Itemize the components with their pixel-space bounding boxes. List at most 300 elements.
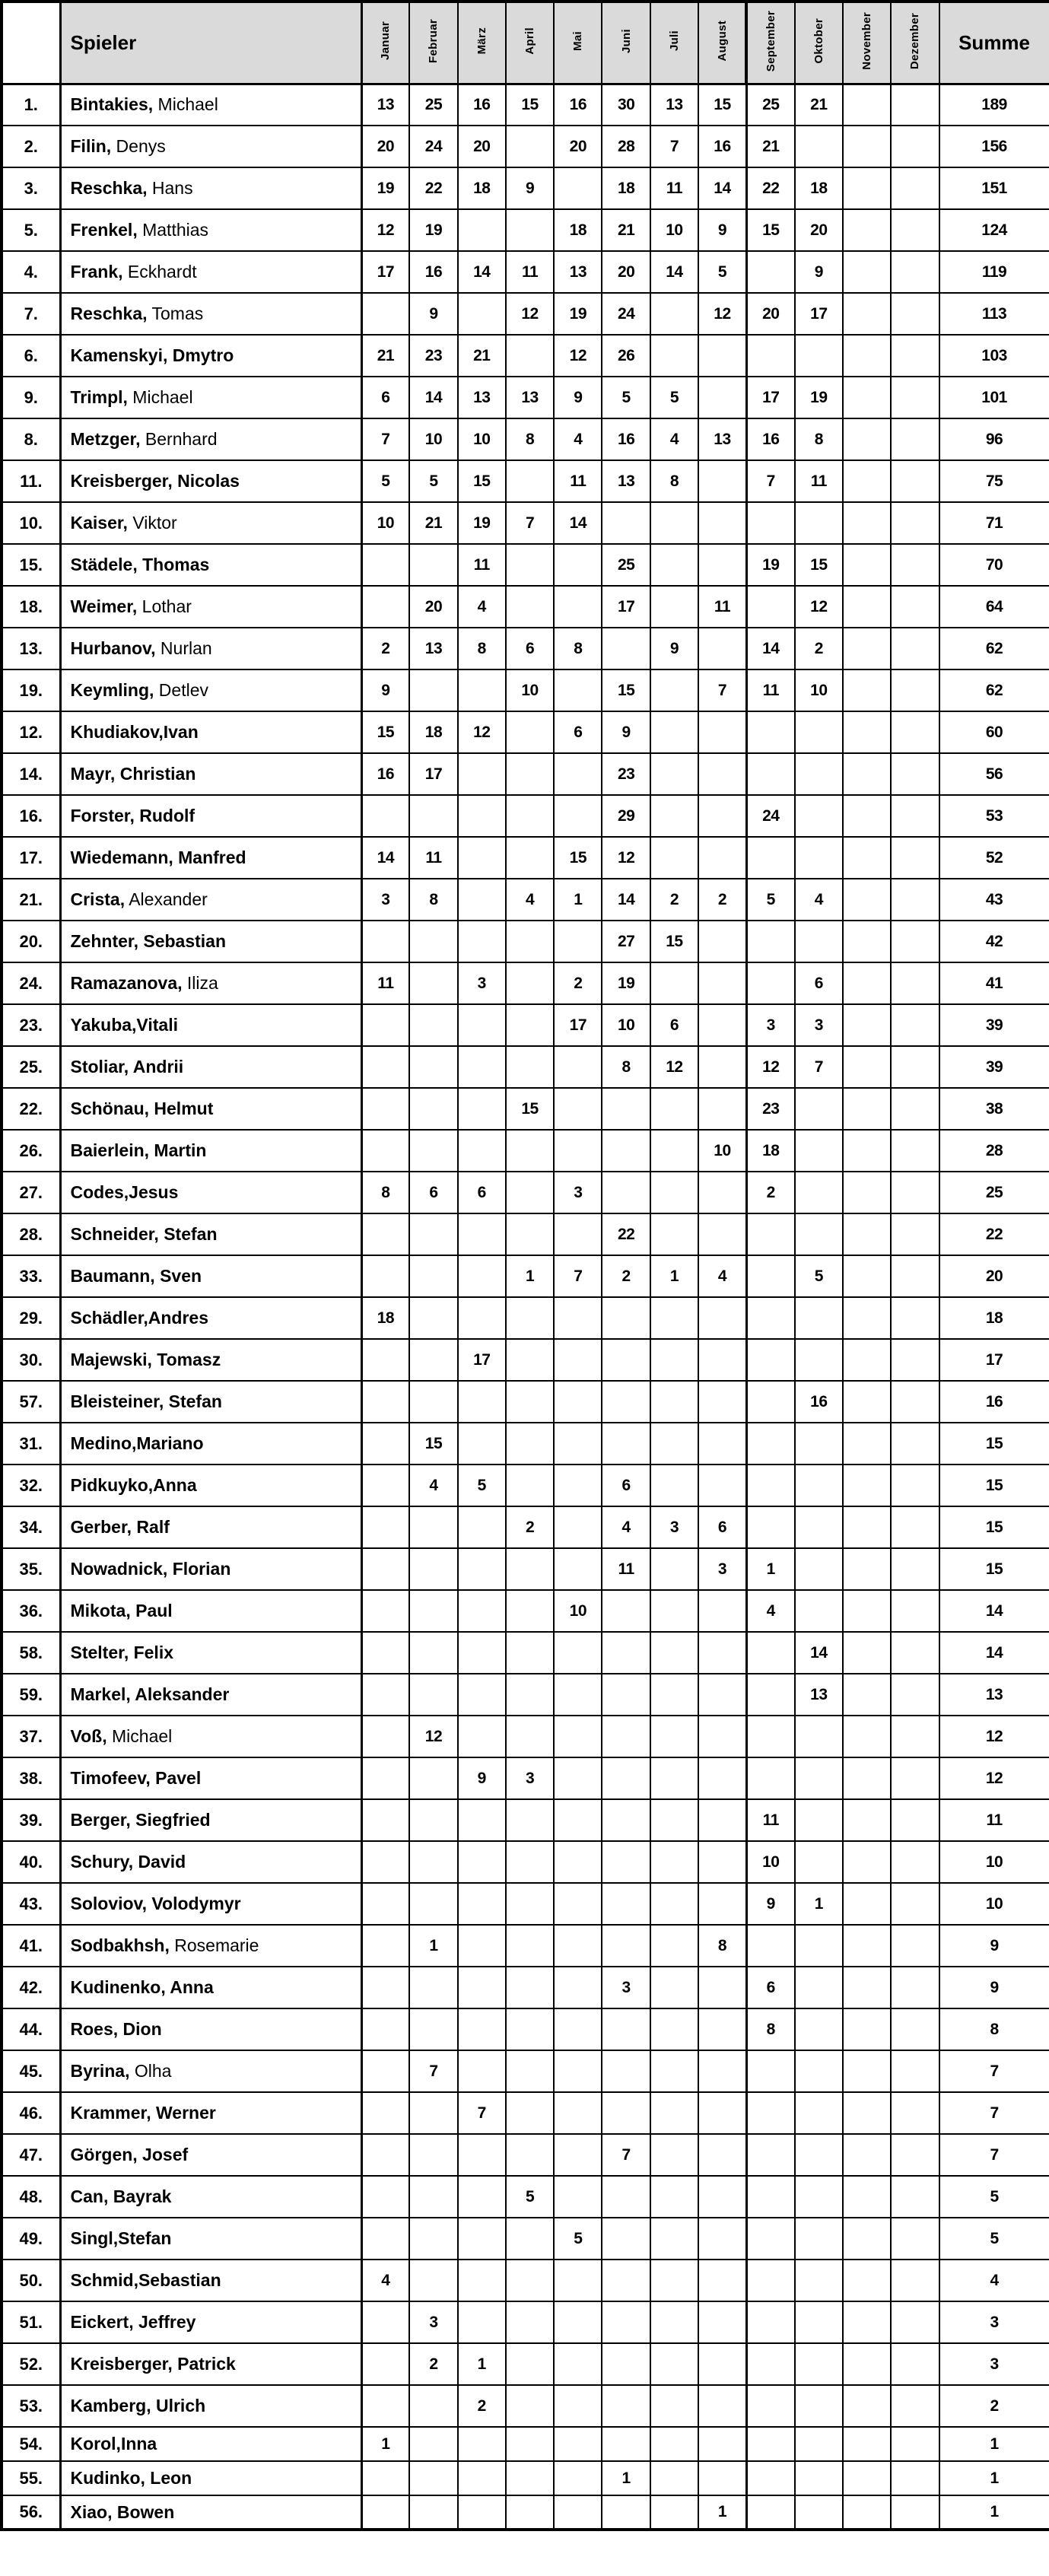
month-value-cell (409, 544, 457, 586)
player-given-name: Lothar (137, 596, 192, 616)
player-surname: Baumann, Sven (70, 1266, 202, 1286)
month-value-cell (506, 1548, 554, 1590)
rank-cell: 35. (2, 1548, 60, 1590)
player-name-cell (60, 921, 361, 962)
month-value-cell: 21 (458, 335, 506, 377)
player-name-cell (60, 1506, 361, 1548)
month-value-cell (650, 1757, 698, 1799)
month-column-header-februar (409, 2, 457, 84)
month-value-cell (843, 795, 891, 837)
month-value-cell: 11 (458, 544, 506, 586)
month-value-cell (795, 753, 843, 795)
month-value-cell: 5 (409, 460, 457, 502)
month-value-cell: 16 (458, 84, 506, 126)
player-surname: Reschka, (70, 178, 148, 198)
month-value-cell: 5 (795, 1255, 843, 1297)
month-value-cell (361, 1255, 409, 1297)
month-value-cell (554, 921, 602, 962)
sum-cell: 5 (939, 2176, 1049, 2218)
month-column-header-august (698, 2, 746, 84)
sum-cell: 70 (939, 544, 1049, 586)
month-value-cell: 4 (361, 2260, 409, 2301)
month-value-cell (843, 1548, 891, 1590)
month-value-cell: 2 (506, 1506, 554, 1548)
month-value-cell: 7 (361, 418, 409, 460)
month-value-cell: 8 (698, 1925, 746, 1967)
month-value-cell (843, 126, 891, 167)
month-label-januar: Januar (379, 21, 393, 61)
month-value-cell (650, 2008, 698, 2050)
month-label-dezember: Dezember (908, 12, 922, 69)
month-value-cell (843, 586, 891, 628)
player-surname: Weimer, (70, 596, 138, 616)
month-value-cell (554, 2008, 602, 2050)
month-value-cell: 1 (361, 2427, 409, 2461)
sum-cell: 1 (939, 2461, 1049, 2495)
month-value-cell (891, 1757, 939, 1799)
player-surname: Frank, (70, 262, 123, 281)
rank-cell: 34. (2, 1506, 60, 1548)
month-value-cell (458, 1088, 506, 1130)
month-value-cell (891, 2301, 939, 2343)
player-name-cell (60, 1674, 361, 1716)
month-value-cell (554, 1297, 602, 1339)
player-name-cell (60, 1590, 361, 1632)
rank-cell: 26. (2, 1130, 60, 1172)
month-value-cell: 8 (361, 1172, 409, 1213)
month-value-cell (843, 711, 891, 753)
month-value-cell (409, 795, 457, 837)
month-value-cell (891, 628, 939, 669)
table-row (2, 2495, 1049, 2530)
month-value-cell (795, 1548, 843, 1590)
month-label-august: August (715, 21, 729, 62)
month-value-cell: 19 (458, 502, 506, 544)
table-row (2, 2092, 1049, 2134)
month-value-cell: 11 (795, 460, 843, 502)
rank-cell: 46. (2, 2092, 60, 2134)
table-row (2, 1925, 1049, 1967)
month-value-cell: 13 (795, 1674, 843, 1716)
month-value-cell: 4 (602, 1506, 650, 1548)
month-value-cell (795, 1465, 843, 1506)
month-column-header-mai (554, 2, 602, 84)
month-value-cell (698, 1674, 746, 1716)
sum-cell: 17 (939, 1339, 1049, 1381)
month-value-cell (506, 1967, 554, 2008)
month-value-cell: 20 (458, 126, 506, 167)
month-value-cell: 22 (746, 167, 794, 209)
player-surname: Filin, (70, 136, 112, 156)
month-value-cell (843, 1297, 891, 1339)
month-value-cell (891, 1172, 939, 1213)
rank-cell: 14. (2, 753, 60, 795)
month-value-cell (602, 2343, 650, 2385)
month-value-cell: 14 (458, 251, 506, 293)
month-value-cell (698, 2050, 746, 2092)
player-name-cell (60, 1255, 361, 1297)
month-value-cell: 27 (602, 921, 650, 962)
rank-cell: 58. (2, 1632, 60, 1674)
month-value-cell (698, 1088, 746, 1130)
month-value-cell (650, 2050, 698, 2092)
month-value-cell (795, 2008, 843, 2050)
month-value-cell: 17 (795, 293, 843, 335)
rank-cell: 50. (2, 2260, 60, 2301)
month-value-cell (746, 1632, 794, 1674)
month-value-cell (698, 795, 746, 837)
sum-cell: 62 (939, 669, 1049, 711)
month-value-cell (698, 2461, 746, 2495)
month-value-cell: 4 (409, 1465, 457, 1506)
player-name-cell (60, 1716, 361, 1757)
month-value-cell (746, 962, 794, 1004)
player-surname: Kreisberger, Nicolas (70, 471, 240, 491)
month-value-cell (409, 1967, 457, 2008)
month-value-cell: 11 (554, 460, 602, 502)
month-value-cell: 2 (554, 962, 602, 1004)
month-value-cell (795, 921, 843, 962)
player-surname: Forster, Rudolf (70, 806, 195, 825)
month-value-cell (843, 2343, 891, 2385)
month-value-cell: 13 (602, 460, 650, 502)
sum-cell: 38 (939, 1088, 1049, 1130)
player-name-cell (60, 1799, 361, 1841)
month-value-cell (698, 2092, 746, 2134)
month-value-cell (506, 2385, 554, 2427)
rank-cell: 16. (2, 795, 60, 837)
player-surname: Trimpl, (70, 387, 128, 407)
month-value-cell: 8 (409, 879, 457, 921)
month-value-cell (361, 2461, 409, 2495)
month-value-cell (554, 1883, 602, 1925)
month-value-cell (506, 1297, 554, 1339)
player-surname: Can, Bayrak (70, 2186, 172, 2206)
player-surname: Majewski, Tomasz (70, 1350, 221, 1369)
month-value-cell (650, 1213, 698, 1255)
month-value-cell: 9 (554, 377, 602, 418)
month-label-maerz: März (475, 27, 488, 55)
month-value-cell (506, 1423, 554, 1465)
month-value-cell: 17 (361, 251, 409, 293)
rank-cell: 23. (2, 1004, 60, 1046)
month-value-cell (746, 1297, 794, 1339)
rank-cell: 3. (2, 167, 60, 209)
month-value-cell (746, 1757, 794, 1799)
month-value-cell (795, 1841, 843, 1883)
month-value-cell: 10 (506, 669, 554, 711)
player-name-cell (60, 2301, 361, 2343)
month-value-cell: 9 (650, 628, 698, 669)
month-value-cell (554, 2176, 602, 2218)
month-value-cell (746, 2218, 794, 2260)
month-value-cell (361, 2495, 409, 2530)
month-value-cell: 9 (602, 711, 650, 753)
month-value-cell (843, 1967, 891, 2008)
month-value-cell (554, 2050, 602, 2092)
player-given-name: Alexander (125, 889, 208, 909)
month-value-cell (602, 1841, 650, 1883)
month-value-cell: 15 (506, 1088, 554, 1130)
month-value-cell: 8 (746, 2008, 794, 2050)
month-value-cell (506, 2301, 554, 2343)
month-value-cell: 12 (458, 711, 506, 753)
player-surname: Yakuba,Vitali (70, 1015, 178, 1035)
month-value-cell: 19 (361, 167, 409, 209)
month-value-cell (458, 209, 506, 251)
month-value-cell: 14 (409, 377, 457, 418)
month-value-cell: 24 (746, 795, 794, 837)
month-column-header-april (506, 2, 554, 84)
player-name-cell (60, 418, 361, 460)
month-value-cell (891, 2092, 939, 2134)
month-value-cell: 11 (506, 251, 554, 293)
player-name-cell (60, 1046, 361, 1088)
month-value-cell: 21 (409, 502, 457, 544)
player-given-name: Bernhard (140, 429, 218, 449)
sum-cell: 3 (939, 2301, 1049, 2343)
player-surname: Mikota, Paul (70, 1601, 173, 1620)
month-value-cell (458, 2050, 506, 2092)
month-value-cell (843, 1716, 891, 1757)
month-value-cell (698, 1590, 746, 1632)
month-value-cell (650, 1883, 698, 1925)
player-given-name: Denys (111, 136, 166, 156)
sum-cell: 12 (939, 1716, 1049, 1757)
month-value-cell: 3 (361, 879, 409, 921)
player-surname: Bintakies, (70, 94, 154, 115)
player-name-cell (60, 1841, 361, 1883)
player-surname: Kaiser, (70, 513, 128, 533)
month-value-cell (795, 1716, 843, 1757)
month-column-header-november (843, 2, 891, 84)
rank-cell: 15. (2, 544, 60, 586)
month-value-cell (506, 1799, 554, 1841)
month-value-cell (891, 2050, 939, 2092)
month-value-cell (698, 377, 746, 418)
sum-column-header: Summe (939, 2, 1049, 84)
month-value-cell (891, 2008, 939, 2050)
player-surname: Stoliar, Andrii (70, 1057, 184, 1077)
month-value-cell (650, 1967, 698, 2008)
month-value-cell (602, 2260, 650, 2301)
player-name-cell (60, 1465, 361, 1506)
month-value-cell (650, 2176, 698, 2218)
month-value-cell (650, 2260, 698, 2301)
month-value-cell: 15 (602, 669, 650, 711)
month-value-cell (409, 2176, 457, 2218)
month-value-cell: 3 (506, 1757, 554, 1799)
month-value-cell: 23 (409, 335, 457, 377)
rank-cell: 27. (2, 1172, 60, 1213)
rank-cell: 12. (2, 711, 60, 753)
month-value-cell (650, 2343, 698, 2385)
month-value-cell (746, 1506, 794, 1548)
month-value-cell (458, 837, 506, 879)
month-value-cell (795, 711, 843, 753)
rank-cell: 55. (2, 2461, 60, 2495)
month-value-cell: 29 (602, 795, 650, 837)
month-value-cell (409, 1757, 457, 1799)
table-row (2, 1297, 1049, 1339)
month-value-cell (506, 795, 554, 837)
month-value-cell (650, 1632, 698, 1674)
month-value-cell (650, 586, 698, 628)
month-value-cell: 15 (746, 209, 794, 251)
month-value-cell (506, 837, 554, 879)
month-value-cell: 6 (554, 711, 602, 753)
player-name-cell (60, 209, 361, 251)
table-row (2, 1088, 1049, 1130)
month-value-cell (746, 502, 794, 544)
month-value-cell: 4 (554, 418, 602, 460)
month-value-cell (458, 2218, 506, 2260)
month-value-cell (650, 2461, 698, 2495)
month-value-cell: 11 (361, 962, 409, 1004)
month-value-cell (795, 1423, 843, 1465)
player-surname: Kudinenko, Anna (70, 1977, 214, 1997)
rank-cell: 51. (2, 2301, 60, 2343)
sum-cell: 119 (939, 251, 1049, 293)
month-value-cell: 3 (698, 1548, 746, 1590)
table-row (2, 1716, 1049, 1757)
month-value-cell (602, 2427, 650, 2461)
month-value-cell: 6 (650, 1004, 698, 1046)
month-value-cell (650, 1088, 698, 1130)
month-value-cell (795, 2301, 843, 2343)
sum-cell: 15 (939, 1465, 1049, 1506)
player-surname: Schmid,Sebastian (70, 2270, 221, 2290)
sum-cell: 10 (939, 1883, 1049, 1925)
month-value-cell: 22 (409, 167, 457, 209)
month-value-cell (795, 1506, 843, 1548)
month-value-cell (409, 1255, 457, 1297)
month-value-cell: 30 (602, 84, 650, 126)
player-name-cell (60, 1925, 361, 1967)
player-given-name: Detlev (154, 680, 209, 700)
month-value-cell: 16 (409, 251, 457, 293)
sum-cell: 20 (939, 1255, 1049, 1297)
player-name-cell (60, 126, 361, 167)
month-value-cell: 7 (506, 502, 554, 544)
month-value-cell (458, 1799, 506, 1841)
month-value-cell: 5 (698, 251, 746, 293)
month-value-cell (891, 1632, 939, 1674)
month-value-cell: 21 (795, 84, 843, 126)
month-value-cell (650, 1674, 698, 1716)
table-row (2, 837, 1049, 879)
month-value-cell (843, 251, 891, 293)
month-value-cell (843, 377, 891, 418)
month-value-cell (506, 126, 554, 167)
month-value-cell (602, 1088, 650, 1130)
month-value-cell (554, 1046, 602, 1088)
month-value-cell (602, 1590, 650, 1632)
month-value-cell (409, 1548, 457, 1590)
month-value-cell (554, 1423, 602, 1465)
table-row (2, 1423, 1049, 1465)
month-value-cell (458, 1590, 506, 1632)
month-value-cell (506, 1339, 554, 1381)
month-value-cell (843, 921, 891, 962)
month-value-cell: 2 (458, 2385, 506, 2427)
month-value-cell (554, 1674, 602, 1716)
month-value-cell (843, 2008, 891, 2050)
rank-cell: 11. (2, 460, 60, 502)
month-value-cell (891, 962, 939, 1004)
month-value-cell (843, 1465, 891, 1506)
month-value-cell (843, 1172, 891, 1213)
month-label-april: April (523, 27, 537, 55)
player-name-cell (60, 84, 361, 126)
player-name-cell (60, 2385, 361, 2427)
month-value-cell (458, 1674, 506, 1716)
sum-cell: 22 (939, 1213, 1049, 1255)
table-row (2, 460, 1049, 502)
sum-cell: 103 (939, 335, 1049, 377)
player-surname: Baierlein, Martin (70, 1140, 207, 1160)
player-surname: Mayr, Christian (70, 764, 196, 784)
month-label-juli: Juli (667, 30, 681, 52)
month-value-cell (795, 2385, 843, 2427)
month-value-cell: 5 (458, 1465, 506, 1506)
player-name-cell (60, 795, 361, 837)
month-column-header-januar (361, 2, 409, 84)
month-value-cell: 15 (458, 460, 506, 502)
sum-cell: 15 (939, 1506, 1049, 1548)
month-value-cell (698, 460, 746, 502)
month-value-cell (843, 167, 891, 209)
month-value-cell: 13 (554, 251, 602, 293)
month-value-cell: 13 (361, 84, 409, 126)
month-value-cell (409, 2134, 457, 2176)
rank-cell: 5. (2, 209, 60, 251)
player-name-cell (60, 1213, 361, 1255)
month-value-cell (409, 2218, 457, 2260)
month-value-cell: 12 (361, 209, 409, 251)
table-row (2, 209, 1049, 251)
month-value-cell (891, 1465, 939, 1506)
player-given-name: Rosemarie (169, 1935, 259, 1955)
table-row (2, 1004, 1049, 1046)
month-value-cell (843, 460, 891, 502)
month-value-cell (843, 2050, 891, 2092)
month-value-cell (554, 544, 602, 586)
month-value-cell: 3 (409, 2301, 457, 2343)
month-value-cell (361, 1967, 409, 2008)
player-name-cell (60, 335, 361, 377)
player-name-cell (60, 377, 361, 418)
month-value-cell (650, 1297, 698, 1339)
player-given-name: Eckhardt (122, 262, 197, 281)
month-value-cell (458, 1967, 506, 2008)
month-value-cell: 18 (409, 711, 457, 753)
month-value-cell: 4 (650, 418, 698, 460)
month-value-cell (650, 1381, 698, 1423)
month-value-cell (506, 1381, 554, 1423)
month-value-cell: 2 (698, 879, 746, 921)
month-value-cell (361, 1925, 409, 1967)
month-value-cell: 1 (602, 2461, 650, 2495)
month-value-cell (843, 2427, 891, 2461)
month-value-cell: 2 (602, 1255, 650, 1297)
month-value-cell (891, 795, 939, 837)
player-name-cell (60, 753, 361, 795)
month-value-cell: 23 (746, 1088, 794, 1130)
month-value-cell (891, 460, 939, 502)
month-value-cell: 14 (650, 251, 698, 293)
player-surname: Roes, Dion (70, 2019, 162, 2039)
